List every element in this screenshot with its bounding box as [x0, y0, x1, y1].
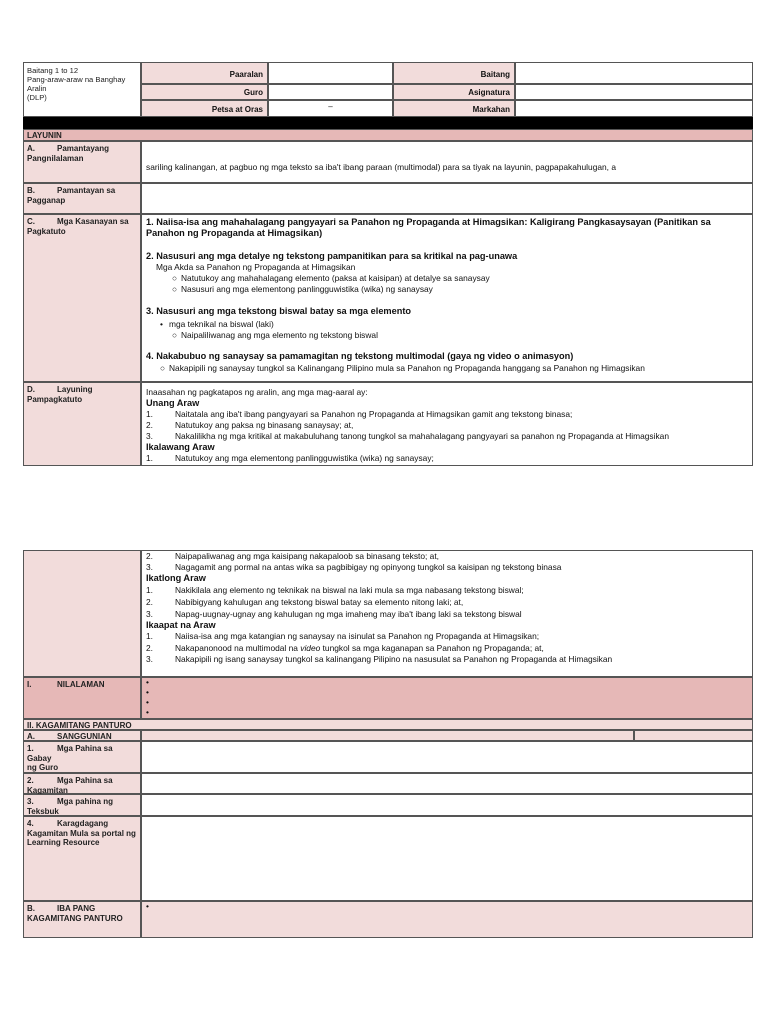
- bullet: •: [160, 319, 163, 329]
- r4-c: Learning Resource: [27, 838, 100, 847]
- r3-b: Teksbuk: [27, 806, 59, 816]
- item-text: mga teknikal na biswal (laki): [169, 319, 274, 329]
- pamantayang-content: [141, 141, 753, 183]
- r1-a: Mga Pahina sa Gabay: [27, 744, 113, 763]
- ib-a: IBA PANG: [57, 904, 96, 913]
- ib-b: KAGAMITANG PANTURO: [27, 913, 123, 923]
- item-text: Naipaliliwanag ang mga elemento ng tekstong biswal: [181, 330, 378, 340]
- petsa-value[interactable]: [268, 100, 393, 117]
- nilalaman-bullet-3: •: [146, 697, 149, 707]
- sanggunian-label: [23, 730, 141, 741]
- nilalaman-label: [23, 677, 141, 719]
- num: 3.: [146, 654, 153, 664]
- kasanayan-4-item1: [160, 363, 645, 374]
- c-text: Mga Kasanayan sa: [57, 217, 129, 226]
- iba-pang-content[interactable]: [141, 901, 753, 938]
- b-num: B.: [27, 186, 35, 195]
- guro-label: Guro: [141, 84, 268, 100]
- day3-heading: Ikatlong Araw: [146, 573, 206, 583]
- circle-bullet: ○: [172, 330, 178, 340]
- d-text: Layuning: [57, 385, 93, 394]
- karagdagang-label: [23, 816, 141, 901]
- teksbuk-label: [23, 794, 141, 816]
- sanggunian-content-2[interactable]: [634, 730, 753, 741]
- kagamitan-pahina-content[interactable]: [141, 773, 753, 794]
- kasanayan-2-item2: [172, 284, 433, 295]
- num: 2.: [146, 597, 153, 607]
- markahan-label: Markahan: [393, 100, 515, 117]
- markahan-value[interactable]: [515, 100, 753, 117]
- day4-item-2: [146, 643, 544, 654]
- day4-item-1: [146, 631, 539, 642]
- kasanayan-2-sub: Mga Akda sa Panahon ng Propaganda at Himagsikan: [156, 262, 356, 272]
- day4-heading: Ikaapat na Araw: [146, 620, 216, 630]
- day2-item-1: [146, 453, 434, 464]
- asignatura-label: Asignatura: [393, 84, 515, 100]
- circle-bullet: ○: [160, 363, 166, 373]
- baitang-label: Baitang: [393, 62, 515, 84]
- c-text2: Pagkatuto: [27, 226, 66, 236]
- day2-heading: Ikalawang Araw: [146, 442, 215, 452]
- a-text2: Pangnilalaman: [27, 153, 84, 163]
- kasanayan-1b: Panahon ng Propaganda at Himagsikan): [146, 228, 323, 238]
- header-line-4: (DLP): [27, 93, 47, 102]
- pagganap-content[interactable]: [141, 183, 753, 214]
- item-text: Nabibigyang kahulugan ang tekstong biswal batay sa elemento nitong laki; at,: [175, 597, 464, 607]
- kasanayan-2-item1: [172, 273, 490, 284]
- asignatura-value[interactable]: [515, 84, 753, 100]
- a-num: A.: [27, 144, 35, 153]
- item-text: Natutukoy ang mahahalagang elemento (paksa at kaisipan) at detalye sa sanaysay: [181, 273, 490, 283]
- item-text: Naiisa-isa ang mga katangian ng sanaysay na isinulat sa Panahon ng Propaganda at Himagsikan;: [175, 631, 540, 641]
- iba-pang-bullet: •: [146, 901, 149, 911]
- day4-item-3: [146, 654, 612, 665]
- num: 3.: [146, 431, 153, 441]
- r2-b: Kagamitan: [27, 785, 68, 795]
- item-text: Naipapaliwanag ang mga kaisipang nakapaloob sa binasang teksto; at,: [175, 551, 439, 561]
- continuation-content: [141, 550, 753, 677]
- iba-pang-label: [23, 901, 141, 938]
- paaralan-label: Paaralan: [141, 62, 268, 84]
- black-divider: [23, 117, 753, 129]
- item-text: Nakapipili ng isang sanaysay tungkol sa kalinangang Pilipino na nasusulat sa Panahon ng Propaganda at Himagsikan: [175, 654, 613, 664]
- kasanayan-3-item1: [160, 319, 274, 330]
- item-text: Naitatala ang iba't ibang pangyayari sa Panahon ng Propaganda at Himagsikan gamit ang tekstong binasa;: [175, 409, 573, 419]
- num: 2.: [146, 420, 153, 430]
- video-italic: video: [300, 643, 321, 653]
- kasanayan-2: 2. Nasusuri ang mga detalye ng tekstong pampanitikan para sa kritikal na pag-unawa: [146, 251, 518, 261]
- layuning-content: [141, 382, 753, 466]
- circle-bullet: ○: [172, 273, 178, 283]
- petsa-dash: –: [328, 102, 333, 111]
- num: 1.: [146, 453, 153, 463]
- item-text: Nasusuri ang mga elementong panlingguwistika (wika) ng sanaysay: [181, 284, 433, 294]
- nilalaman-bullet-1: •: [146, 677, 149, 687]
- r4-num: 4.: [27, 819, 34, 828]
- a-text: Pamantayang: [57, 144, 110, 153]
- b-text: Pamantayan sa: [57, 186, 116, 195]
- item-text: Natutukoy ang mga elementong panlingguwistika (wika) ng sanaysay;: [175, 453, 434, 463]
- c-num: C.: [27, 217, 35, 226]
- r3-num: 3.: [27, 797, 34, 806]
- item-text: Nakalilikha ng mga kritikal at makabuluhang tanong tungkol sa mahahalagang pangyayari sa panahon ng Propaganda at Himagsikan: [175, 431, 669, 441]
- kasanayan-4: 4. Nakabubuo ng sanaysay sa pamamagitan ng tekstong multimodal (gaya ng video o animasyon): [146, 351, 574, 361]
- r2-num: 2.: [27, 776, 34, 785]
- pagganap-label: [23, 183, 141, 214]
- item-text: Nagagamit ang pormal na antas wika sa pagbibigay ng opinyong tungkol sa kaisipan ng tekstong binasa: [175, 562, 562, 572]
- r1-num: 1.: [27, 744, 34, 753]
- gabay-guro-label: [23, 741, 141, 773]
- pamantayang-label: [23, 141, 141, 183]
- petsa-label: Petsa at Oras: [141, 100, 268, 117]
- num: 3.: [146, 609, 153, 619]
- pamantayang-text: sariling kalinangan, at pagbuo ng mga teksto sa iba't ibang paraan (multimodal) para sa tiyak na layunin, pagpapakahulugan, a: [146, 162, 616, 172]
- header-line-2: Pang-araw-araw na Banghay: [27, 75, 126, 84]
- num: 2.: [146, 643, 153, 653]
- day1-heading: Unang Araw: [146, 398, 200, 408]
- ib-num: B.: [27, 904, 35, 913]
- num: 1.: [146, 585, 153, 595]
- num: 2.: [146, 551, 153, 561]
- nilalaman-bullet-4: •: [146, 707, 149, 717]
- d-num: D.: [27, 385, 35, 394]
- r4-a: Karagdagang: [57, 819, 109, 828]
- gabay-guro-content[interactable]: [141, 741, 753, 773]
- sanggunian-num: A.: [27, 732, 35, 741]
- num: 3.: [146, 562, 153, 572]
- item-text: Nakikilala ang elemento ng teknikak na biswal na laki mula sa mga nabasang tekstong biswal;: [175, 585, 524, 595]
- kagamitan-heading: II. KAGAMITANG PANTURO: [23, 719, 753, 730]
- item-text: Nakapanonood na multimodal na: [175, 643, 301, 653]
- item-text: Nakapipili ng sanaysay tungkol sa Kalinangang Pilipino mula sa Panahon ng Propaganda hanggang sa Panahon ng Himagsikan: [169, 363, 645, 373]
- r4-b: Kagamitan Mula sa portal ng: [27, 828, 136, 838]
- nilalaman-text: NILALAMAN: [57, 680, 105, 689]
- kasanayan-3: 3. Nasusuri ang mga tekstong biswal batay sa mga elemento: [146, 306, 411, 316]
- teksbuk-content[interactable]: [141, 794, 753, 816]
- header-line-1: Baitang 1 to 12: [27, 66, 79, 75]
- r2-a: Mga Pahina sa: [57, 776, 113, 785]
- r1-b: ng Guro: [27, 763, 59, 772]
- sanggunian-text: SANGGUNIAN: [57, 732, 112, 741]
- kasanayan-3-item2: [172, 330, 378, 341]
- r3-a: Mga pahina ng: [57, 797, 113, 806]
- circle-bullet: ○: [172, 284, 178, 294]
- day3-item-1: [146, 585, 524, 596]
- kasanayan-1: 1. Naiisa-isa ang mahahalagang pangyayari sa Panahon ng Propaganda at Himagsikan: Kaligirang Pangkasaysayan (Panitikan sa: [146, 217, 711, 227]
- header-line-3: Aralin: [27, 84, 47, 93]
- nilalaman-num: I.: [27, 680, 32, 689]
- continuation-label: [23, 550, 141, 677]
- day2-item-3: [146, 562, 561, 573]
- day1-item-3: [146, 431, 669, 442]
- item-text: Natutukoy ang paksa ng binasang sanaysay; at,: [175, 420, 354, 430]
- sanggunian-content[interactable]: [141, 730, 634, 741]
- item-text: Napag-uugnay-ugnay ang kahulugan ng mga imaheng may iba't ibang laki sa tekstong biswal: [175, 609, 522, 619]
- guro-value[interactable]: [268, 84, 393, 100]
- num: 1.: [146, 631, 153, 641]
- header-school-info: [23, 62, 141, 117]
- kagamitan-pahina-label: [23, 773, 141, 794]
- day1-item-2: [146, 420, 353, 431]
- layuning-intro: Inaasahan ng pagkatapos ng aralin, ang mga mag-aaral ay:: [146, 387, 368, 397]
- layunin-heading: LAYUNIN: [23, 129, 753, 141]
- day2-item-2: [146, 551, 439, 562]
- karagdagang-content[interactable]: [141, 816, 753, 901]
- day3-item-3: [146, 609, 522, 620]
- layuning-label: [23, 382, 141, 466]
- day3-item-2: [146, 597, 463, 608]
- nilalaman-content[interactable]: [141, 677, 753, 719]
- item-text-tail: tungkol sa mga kaganapan sa Panahon ng Propaganda; at,: [320, 643, 544, 653]
- nilalaman-bullet-2: •: [146, 687, 149, 697]
- d-text2: Pampagkatuto: [27, 394, 83, 404]
- b-text2: Pagganap: [27, 195, 66, 205]
- paaralan-value[interactable]: [268, 62, 393, 84]
- day1-item-1: [146, 409, 572, 420]
- baitang-value[interactable]: [515, 62, 753, 84]
- kasanayan-label: [23, 214, 141, 382]
- kasanayan-content: [141, 214, 753, 382]
- num: 1.: [146, 409, 153, 419]
